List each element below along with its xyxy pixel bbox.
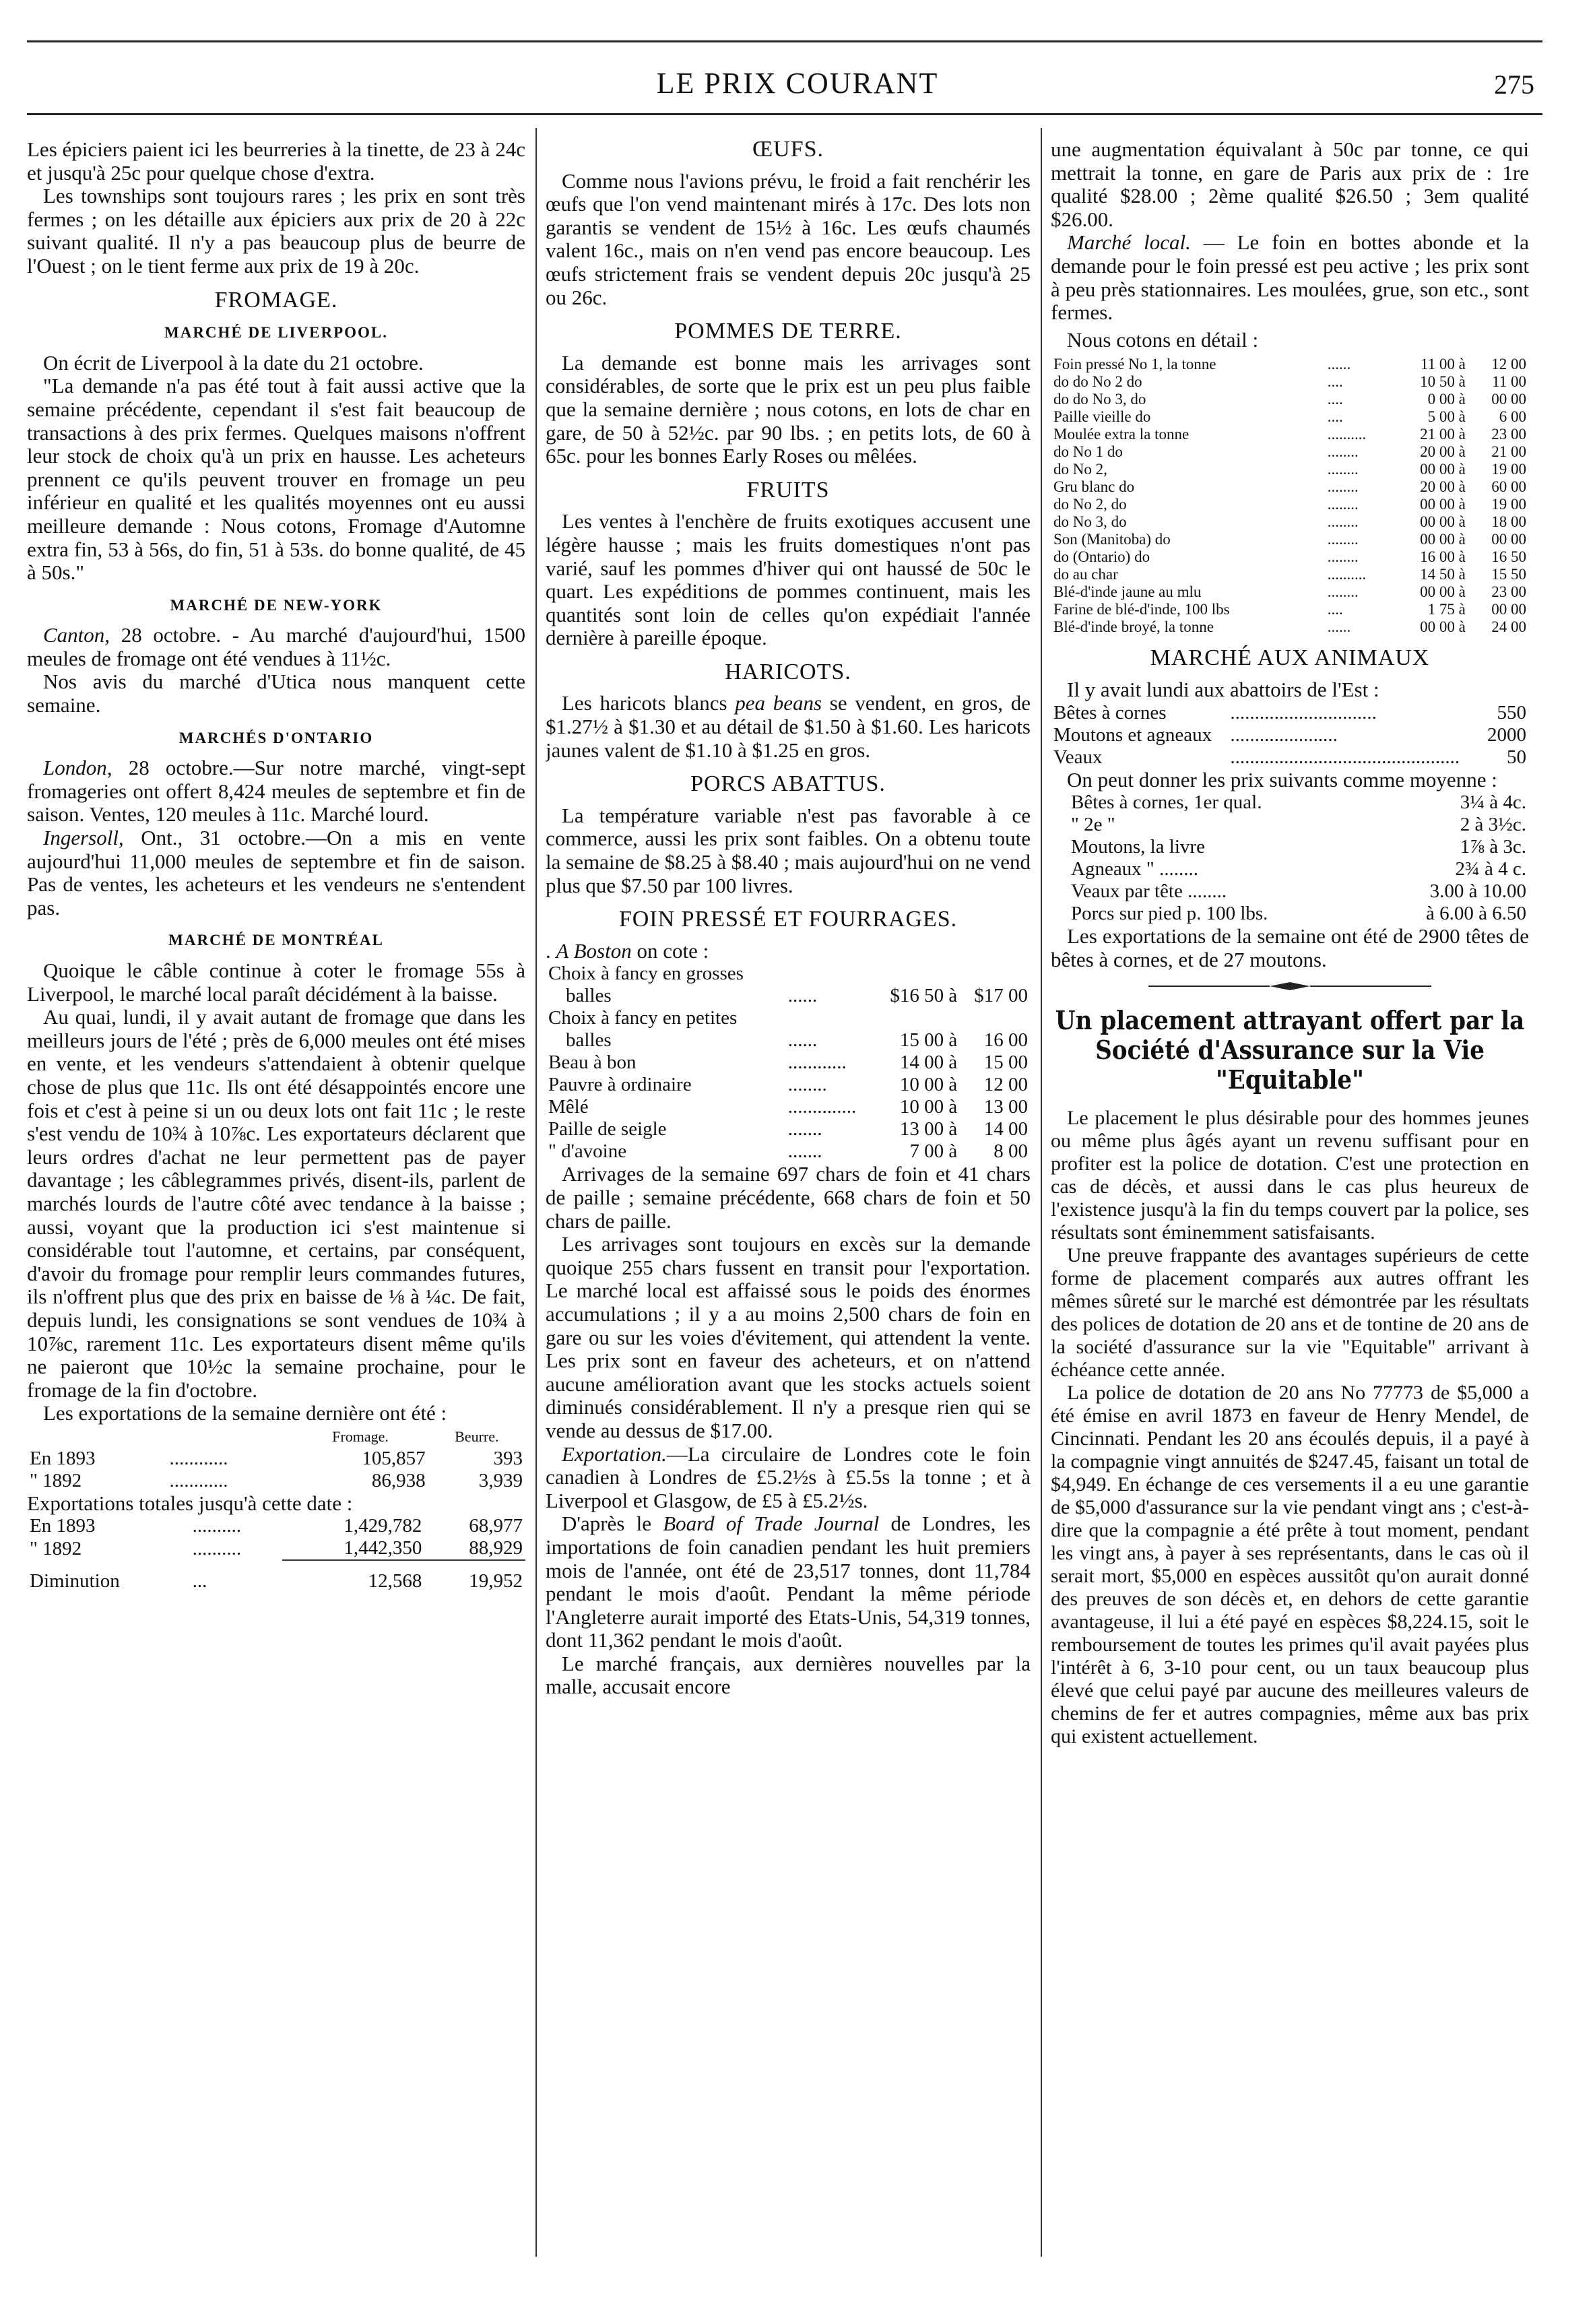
row-label: Diminution <box>30 1570 120 1592</box>
row-leader: ............ <box>787 1052 847 1074</box>
paris-paragraph: une augmentation équivalant à 50c par tonne, ce qui mettrait la tonne, en gare de Paris aux prix de : 1re qualité $28.00 ; 2ème qualité $26.50 ; 3em qualité $26.00. <box>1051 138 1529 231</box>
row-leader: .......... <box>192 1515 242 1537</box>
row-leader: ...... <box>1327 356 1351 373</box>
column-divider-2 <box>1041 128 1042 2257</box>
row-beurre: 88,929 <box>469 1537 523 1559</box>
row-high: 6 00 <box>1499 408 1526 426</box>
row-label: Mêlé <box>548 1096 589 1118</box>
table-row <box>1051 583 1529 601</box>
newyork-place: Canton, <box>43 623 110 647</box>
pommes-heading: POMMES DE TERRE. <box>674 319 902 344</box>
board-pre: D'après le <box>562 1512 651 1536</box>
row-low: 00 00 à <box>1420 583 1466 601</box>
porcs-heading: PORCS ABATTUS. <box>690 771 886 797</box>
table-row <box>1051 702 1529 724</box>
table-row <box>546 1052 1031 1074</box>
column-1 <box>27 138 525 2253</box>
table-row <box>1051 836 1529 858</box>
table-row <box>1051 531 1529 548</box>
montreal-heading: MARCHÉ DE MONTRÉAL <box>168 932 384 949</box>
table-row <box>1051 496 1529 513</box>
porcs-paragraph: La température variable n'est pas favorable à ce commerce, aussi les prix sont faibles. On a obtenu toute la semaine de $8.25 à $8.40 ; mais aujourd'hui on ne vend plus que $7.50 par 100 livres. <box>546 803 1031 897</box>
row-label: balles <box>566 1029 612 1052</box>
francais-paragraph: Le marché français, aux dernières nouvelles par la malle, accusait encore <box>546 1651 1031 1699</box>
arrivages-paragraph-2: Les arrivages sont toujours en excès sur la demande quoique 255 chars fussent en transit pour l'exportation. Le marché local est affaissé sous le poids des énormes accumulations ; il y a au moins 2,500 chars de foin en gare ou sur les voies d'évitement, qui attendent la vente. Les prix sont en faveur des acheteurs, et on n'attend aucune amélioration avant que les stocks actuels soient diminués considérablement. Il n'y a presque rien qui se vende au dessus de $17.00. <box>546 1232 1031 1442</box>
masthead-title: LE PRIX COURANT <box>656 67 939 100</box>
row-low <box>873 1007 960 1029</box>
row-leader: ........ <box>1327 478 1359 496</box>
row-label: En 1893 <box>30 1515 96 1537</box>
fruits-heading: FRUITS <box>746 477 830 503</box>
oeufs-paragraph: Comme nous l'avions prévu, le froid a fait renchérir les œufs que l'on vend maintenant mirés à 17c. Des lots non garantis se vendent de 15½ à 16c. Les œufs chaumés valent 16c., mais on n'en vend pas encore beaucoup. Les œufs strictement frais se vendent depuis 20c jusqu'à 25 ou 26c. <box>546 168 1031 309</box>
london-place: London, <box>43 756 112 780</box>
row-low: 16 00 à <box>1420 548 1466 566</box>
row-low: 5 00 à <box>1427 408 1466 426</box>
butter-paragraph: Les épiciers paient ici les beurreries à la tinette, de 23 à 24c et jusqu'à 25c pour quelque chose d'extra. <box>27 138 525 185</box>
newyork-text: 28 octobre. - Au marché d'aujourd'hui, 1500 meules de fromage ont été vendues à 11½c. <box>27 623 525 670</box>
row-leader <box>785 963 874 985</box>
row-leader: .......... <box>1327 426 1367 443</box>
row-high: 00 00 <box>1491 531 1526 548</box>
detail-prices-table <box>1051 356 1529 636</box>
row-high: 24 00 <box>1491 618 1526 636</box>
row-low: 10 00 à <box>899 1096 958 1118</box>
table-row <box>546 963 1031 985</box>
row-high: 13 00 <box>983 1096 1028 1118</box>
row-label: Moulée extra la tonne <box>1053 426 1190 443</box>
row-label: do No 3, do <box>1053 513 1127 531</box>
row-leader: ...... <box>1327 618 1351 636</box>
pommes-paragraph: La demande est bonne mais les arrivages sont considérables, de sorte que le prix est un peu plus faible que la semaine dernière ; nous cotons, en lots de char en gare, de 50 à 52½c. par 90 lbs. ; en petits lots, de 60 à 65c. pour les bonnes Early Roses ou mêlées. <box>546 350 1031 468</box>
exportation-text: —La circulaire de Londres cote le foin canadien à Londres de £5.2½s à £5.5s la tonne ; et à Liverpool et Glasgow, de £5 à £5.2½s. <box>546 1442 1031 1512</box>
fromage-heading: FROMAGE. <box>214 287 338 313</box>
utica-paragraph: Nos avis du marché d'Utica nous manquent cette semaine. <box>27 670 525 717</box>
table-row <box>1051 880 1529 903</box>
ingersoll-place: Ingersoll, <box>43 826 124 850</box>
placement-paragraph-1: Le placement le plus désirable pour des hommes jeunes ou même plus âgés ayant un revenu suffisant pour en profiter est la police de dotation. C'est une protection en cas de décès, et aussi dans le cas plus heureux de l'existence jusqu'à la fin du temps couvert par la police, ses résultats sont éminemment satisfaisants. <box>1051 1106 1529 1244</box>
abattoirs-table <box>1051 702 1529 769</box>
row-label: do do No 2 do <box>1053 373 1142 391</box>
boston-rest: on cote : <box>637 938 709 963</box>
row-high: $17 00 <box>974 985 1028 1007</box>
row-high <box>960 963 1031 985</box>
row-label: Moutons, la livre <box>1071 836 1205 858</box>
placement-paragraph-3: La police de dotation de 20 ans No 77773 de $5,000 a été émise en avril 1873 en faveur de Henry Mendel, de Cincinnati. Pendant les 20 ans écoulés depuis, il a payé à la compagnie vingt annuités de $247.45, faisant un total de $4,949. En échange de ces versements il a eu une garantie de $5,000 d'assurance sur la vie pendant vingt ans ; c'est-à-dire que la compagnie a été prête à tout moment, pendant les vingt ans, à payer à ses représentants, dans le cas où il serait mort, $5,000 en espèces aussitôt qu'on aurait donné des preuves de son décès et, en dehors de cette garantie avantageuse, il lui a été payé en espèces $8,224.15, soit le remboursement de toutes les primes qu'il avait payées plus l'intérêt à 6, 3-10 pour cent, ou un taux beaucoup plus élevé que celui payé par aucune des meilleures valeurs de chemins de fer et autres compagnies, même aux bas prix qui existent actuellement. <box>1051 1381 1529 1747</box>
row-high: 14 00 <box>983 1118 1028 1140</box>
page-number: 275 <box>1494 69 1534 100</box>
row-label: Beau à bon <box>548 1052 637 1074</box>
row-label: Paille vieille do <box>1053 408 1151 426</box>
table-row <box>546 1140 1031 1163</box>
table-row <box>1051 443 1529 461</box>
row-leader: .... <box>1327 601 1343 618</box>
table-row <box>1051 618 1529 636</box>
table-row <box>1051 513 1529 531</box>
board-post: de Londres, les importations de foin canadien pendant les huit premiers mois de l'année, ont été de 23,517 tonnes, dont 11,784 pendant le mois d'août. Pendant la même période l'Angleterre aurait importé des Etats-Unis, 54,319 tonnes, dont 11,362 pendant le mois d'août. <box>546 1512 1031 1652</box>
haricots-heading: HARICOTS. <box>725 659 851 684</box>
ingersoll-paragraph <box>27 827 525 919</box>
table-row <box>1051 478 1529 496</box>
exportation-label: Exportation. <box>562 1442 667 1466</box>
row-high: 19 00 <box>1491 461 1526 478</box>
row-low: 14 00 à <box>899 1052 958 1074</box>
row-label: Agneaux " ........ <box>1071 858 1199 880</box>
table-row <box>1051 548 1529 566</box>
row-high: 15 50 <box>1491 566 1526 583</box>
row-high: 19 00 <box>1491 496 1526 513</box>
row-low: 00 00 à <box>1420 618 1466 636</box>
table-row <box>1051 373 1529 391</box>
row-low: $16 50 à <box>890 985 958 1007</box>
row-leader: .............................. <box>1230 701 1377 723</box>
row-low: 0 00 à <box>1427 391 1466 408</box>
boston-place: A Boston <box>556 938 632 963</box>
exportations-paragraph: Les exportations de la semaine ont été de 2900 têtes de bêtes à cornes, et de 27 moutons. <box>1051 924 1529 971</box>
row-high: 23 00 <box>1491 583 1526 601</box>
row-low: 20 00 à <box>1420 478 1466 496</box>
foin-prices-table <box>546 963 1031 1163</box>
row-leader: ........ <box>1327 443 1359 461</box>
row-label: do (Ontario) do <box>1053 548 1150 566</box>
row-low: 11 00 à <box>1420 356 1466 373</box>
row-label: do au char <box>1053 566 1118 583</box>
table-row <box>1051 724 1529 746</box>
row-fromage: 86,938 <box>371 1469 426 1491</box>
row-value: à 6.00 à 6.50 <box>1426 903 1526 925</box>
average-prices-table <box>1051 792 1529 925</box>
haricots-italic: pea beans <box>735 691 822 715</box>
table-row <box>27 1537 525 1560</box>
table-row <box>27 1515 525 1537</box>
liverpool-heading: MARCHÉ DE LIVERPOOL. <box>164 324 388 342</box>
column-header-beurre: Beurre. <box>455 1427 499 1445</box>
row-label: Pauvre à ordinaire <box>548 1074 692 1096</box>
table-row <box>1051 461 1529 478</box>
board-paragraph <box>546 1512 1031 1652</box>
header-rule <box>27 113 1542 115</box>
cotons-line: Nous cotons en détail : <box>1067 327 1259 352</box>
arrivages-paragraph-1: Arrivages de la semaine 697 chars de foin et 41 chars de paille ; semaine précédente, 668 chars de foin et 50 chars de paille. <box>546 1162 1031 1233</box>
column-divider-1 <box>535 128 537 2257</box>
row-low: 00 00 à <box>1420 496 1466 513</box>
montreal-paragraph-2: Au quai, lundi, il y avait autant de fromage que dans les meilleurs jours de l'été ; près de 6,000 meules ont été mises en vente, et les vendeurs s'attendaient à obtenir quelque chose de plus que 11c. Ils ont été désappointés encore une fois et c'est à peine si un ou deux lots ont fait 11c ; le reste s'est vendu de 10¾ à 10⅞c. Les exportateurs déclarent que leurs ordres d'achat ne leur permettent pas de payer davantage ; les câblegrammes privés, disent-ils, parlent de marchés lourds de l'autre côté avec tendance à la baisse ; aussi, voyant que la production ici s'est maintenue si considérable tout l'automne, et certains, par conséquent, d'avoir du fromage pour remplir leurs commandes futures, ils n'offrent plus que des prix en baisse de ⅛ à ¼c. De fait, depuis lundi, les consignations se sont vendues de 10¾ à 10⅞c, rarement 11c. Les exportateurs disent même qu'ils ne paieront que 10½c la semaine prochaine, pour le fromage de la fin d'octobre. <box>27 1005 525 1402</box>
row-label: Bêtes à cornes <box>1053 701 1167 723</box>
row-low: 00 00 à <box>1420 513 1466 531</box>
local-paragraph <box>1051 231 1529 324</box>
row-leader: .... <box>1327 391 1343 408</box>
row-low: 14 50 à <box>1420 566 1466 583</box>
table-row <box>1051 858 1529 880</box>
row-leader: ....... <box>787 1118 822 1140</box>
table-row <box>27 1470 525 1492</box>
row-label: " 1892 <box>30 1537 82 1559</box>
row-beurre: 19,952 <box>424 1560 525 1592</box>
table-row <box>1051 746 1529 769</box>
foin-heading: FOIN PRESSÉ ET FOURRAGES. <box>618 907 958 932</box>
row-leader: ............ <box>169 1469 228 1491</box>
row-leader: ....... <box>787 1140 822 1163</box>
total-exports-table <box>27 1515 525 1592</box>
row-label: Bêtes à cornes, 1er qual. <box>1071 792 1262 814</box>
row-leader: ............ <box>169 1447 228 1469</box>
haricots-post: se vendent, en gros, de $1.27½ à $1.30 et au détail de $1.50 à $1.60. Les haricots jaunes valent de $1.10 à $1.25 en gros. <box>546 691 1031 762</box>
row-low: 21 00 à <box>1420 426 1466 443</box>
row-low: 00 00 à <box>1420 461 1466 478</box>
row-low: 15 00 à <box>899 1029 958 1052</box>
table-row <box>546 1118 1031 1140</box>
row-high: 12 00 <box>983 1074 1028 1096</box>
row-leader: ........ <box>1327 496 1359 513</box>
row-high: 18 00 <box>1491 513 1526 531</box>
column-2 <box>546 138 1031 2253</box>
section-ornament <box>1051 975 1529 999</box>
row-value: 3¼ à 4c. <box>1460 792 1526 814</box>
row-leader: ........ <box>787 1074 827 1096</box>
row-leader: .......... <box>192 1537 242 1559</box>
fruits-paragraph: Les ventes à l'enchère de fruits exotiques accusent une légère hausse ; mais les fruits domestiques n'ont pas varié, sauf les pommes d'hiver qui ont haussé de 50c le quart. Les expéditions de pommes continuent, mais les quantités sont loin de celles qu'on expédiait l'année dernière à pareille époque. <box>546 509 1031 650</box>
local-text: — Le foin en bottes abonde et la demande pour le foin pressé est peu active ; les prix sont à peu près stationnaires. Les moulées, grue, son etc., sont fermes. <box>1051 230 1529 325</box>
row-fromage: 1,442,350 <box>344 1537 422 1559</box>
ontario-heading: MARCHÉS D'ONTARIO <box>178 729 374 746</box>
column-header-fromage: Fromage. <box>332 1427 389 1445</box>
weekly-exports-table <box>27 1425 525 1492</box>
row-value: 2 à 3½c. <box>1460 814 1526 836</box>
row-label: En 1893 <box>30 1447 96 1469</box>
table-row <box>1051 566 1529 583</box>
row-value: 550 <box>1497 701 1526 723</box>
diminution-row <box>27 1560 525 1592</box>
row-fromage: 12,568 <box>282 1560 424 1592</box>
row-label: Moutons et agneaux <box>1053 723 1212 746</box>
row-high: 16 50 <box>1491 548 1526 566</box>
row-high: 23 00 <box>1491 426 1526 443</box>
column-3 <box>1051 138 1529 2253</box>
haricots-pre: Les haricots blancs <box>562 691 727 715</box>
boston-line: . A Boston on cote : <box>546 938 709 963</box>
exportation-paragraph <box>546 1443 1031 1513</box>
moyenne-paragraph: On peut donner les prix suivants comme moyenne : <box>1067 767 1497 792</box>
row-label: Porcs sur pied p. 100 lbs. <box>1071 903 1268 925</box>
top-rule <box>27 40 1542 42</box>
table-row <box>1051 792 1529 814</box>
placement-title: Un placement attrayant offert par la Société d'Assurance sur la Vie "Equitable" <box>1055 1004 1525 1095</box>
row-leader: ... <box>192 1570 207 1592</box>
animaux-heading: MARCHÉ AUX ANIMAUX <box>1150 645 1430 671</box>
row-high: 21 00 <box>1491 443 1526 461</box>
divider-ornament-icon <box>1148 979 1431 993</box>
row-label: Gru blanc do <box>1053 478 1135 496</box>
row-leader: ........ <box>1327 583 1359 601</box>
row-label: balles <box>566 985 612 1007</box>
row-value: 1⅞ à 3c. <box>1460 836 1526 858</box>
row-label: Son (Manitoba) do <box>1053 531 1171 548</box>
table-row <box>546 1007 1031 1029</box>
table-row <box>27 1448 525 1470</box>
table-row <box>546 985 1031 1007</box>
row-leader: ...................... <box>1230 723 1338 746</box>
montreal-paragraph-1: Quoique le câble continue à coter le fromage 55s à Liverpool, le marché local paraît décidément à la baisse. <box>27 959 525 1006</box>
london-paragraph <box>27 756 525 827</box>
liverpool-paragraph: On écrit de Liverpool à la date du 21 octobre. <box>43 350 424 375</box>
montreal-paragraph-3: Les exportations de la semaine dernière ont été : <box>43 1401 447 1425</box>
newyork-paragraph <box>27 624 525 670</box>
haricots-paragraph <box>546 692 1031 762</box>
row-high <box>960 1007 1031 1029</box>
row-fromage: 105,857 <box>362 1447 426 1469</box>
row-high: 8 00 <box>994 1140 1028 1163</box>
row-label: Choix à fancy en petites <box>548 1007 738 1029</box>
row-value: 2000 <box>1487 723 1526 746</box>
row-leader: .... <box>1327 408 1343 426</box>
row-beurre: 3,939 <box>478 1469 523 1491</box>
london-text: 28 octobre.—Sur notre marché, vingt-sept fromageries ont offert 8,424 meules de septembre et fin de saison. Ventes, 120 meules à 11c. Marché lourd. <box>27 756 525 827</box>
row-label: Farine de blé-d'inde, 100 lbs <box>1053 601 1230 618</box>
row-low <box>873 963 960 985</box>
animaux-intro: Il y avait lundi aux abattoirs de l'Est : <box>1067 677 1379 701</box>
placement-paragraph-2: Une preuve frappante des avantages supérieurs de cette forme de placement comparés aux autres offrant les mêmes sûreté sur le marché est démontrée par les résultats des polices de dotation de 20 ans et de tontine de 20 ans de la société d'assurance sur la vie "Equitable" arrivant à échéance cette année. <box>1051 1244 1529 1381</box>
row-label: Blé-d'inde broyé, la tonne <box>1053 618 1214 636</box>
row-fromage: 1,429,782 <box>344 1515 422 1537</box>
liverpool-quote: "La demande n'a pas été tout à fait aussi active que la semaine précédente, cependant il s'est fait beaucoup de transactions à des prix fermes. Quelques maisons n'offrent leur stock de choix qu'à un prix en hausse. Les acheteurs prennent ce qu'ils peuvent trouver en fromage un peu inférieur en qualité et les qualités moyennes ont eu aussi meilleure demande : Nous cotons, Fromage d'Automne extra fin, 53 à 56s, do fin, 51 à 53s. do bonne qualité, de 45 à 50s." <box>27 374 525 585</box>
row-label: Veaux <box>1053 746 1103 768</box>
row-leader: .......... <box>1327 566 1367 583</box>
row-label: do No 1 do <box>1053 443 1123 461</box>
table-row <box>1051 426 1529 443</box>
row-label: Veaux par tête ........ <box>1071 880 1227 903</box>
row-leader: ...... <box>787 1029 818 1052</box>
row-value: 50 <box>1507 746 1526 768</box>
row-label: Blé-d'inde jaune au mlu <box>1053 583 1202 601</box>
table-row <box>1051 903 1529 925</box>
row-high: 12 00 <box>1491 356 1526 373</box>
oeufs-heading: ŒUFS. <box>752 138 824 162</box>
newyork-heading: MARCHÉ DE NEW-YORK <box>170 596 383 614</box>
row-low: 20 00 à <box>1420 443 1466 461</box>
row-value: 3.00 à 10.00 <box>1429 880 1526 903</box>
row-label: do No 2, do <box>1053 496 1127 513</box>
local-label: Marché local. <box>1067 230 1191 255</box>
row-label: Choix à fancy en grosses <box>548 963 744 985</box>
row-low: 1 75 à <box>1427 601 1466 618</box>
row-low: 10 00 à <box>899 1074 958 1096</box>
table-row <box>1051 391 1529 408</box>
row-high: 16 00 <box>983 1029 1028 1052</box>
row-leader: .... <box>1327 373 1343 391</box>
row-leader: .............. <box>787 1096 857 1118</box>
table-row <box>1051 356 1529 373</box>
row-low: 00 00 à <box>1420 531 1466 548</box>
row-leader: ............................................... <box>1230 746 1460 768</box>
row-leader: ........ <box>1327 531 1359 548</box>
table-row <box>546 1074 1031 1096</box>
row-leader <box>785 1007 874 1029</box>
row-label: Paille de seigle <box>548 1118 667 1140</box>
row-leader: ........ <box>1327 461 1359 478</box>
table-row <box>546 1029 1031 1052</box>
ingersoll-text: Ont., 31 octobre.—On a mis en vente aujourd'hui 11,000 meules de septembre et fin de saison. Pas de ventes, les acheteurs et les vendeurs ne s'entendent pas. <box>27 826 525 919</box>
row-beurre: 393 <box>493 1447 523 1469</box>
row-label: " 1892 <box>30 1469 82 1491</box>
row-high: 15 00 <box>983 1052 1028 1074</box>
total-exports-heading: Exportations totales jusqu'à cette date : <box>27 1491 353 1515</box>
row-label: " d'avoine <box>548 1140 627 1163</box>
row-label: do do No 3, do <box>1053 391 1146 408</box>
table-row <box>1051 408 1529 426</box>
row-leader: ...... <box>787 985 818 1007</box>
row-high: 00 00 <box>1491 601 1526 618</box>
row-leader: ........ <box>1327 513 1359 531</box>
board-italic: Board of Trade Journal <box>663 1512 880 1536</box>
row-label: " 2e " <box>1071 814 1115 836</box>
row-high: 60 00 <box>1491 478 1526 496</box>
page-header <box>0 62 1595 109</box>
table-row <box>1051 814 1529 836</box>
row-value: 2¾ à 4 c. <box>1455 858 1526 880</box>
row-high: 11 00 <box>1492 373 1526 391</box>
row-label: do No 2, <box>1053 461 1107 478</box>
row-label: Foin pressé No 1, la tonne <box>1053 356 1216 373</box>
table-row <box>546 1096 1031 1118</box>
row-low: 7 00 à <box>909 1140 958 1163</box>
row-low: 13 00 à <box>899 1118 958 1140</box>
table-header-row <box>27 1425 525 1448</box>
table-row <box>1051 601 1529 618</box>
row-high: 00 00 <box>1491 391 1526 408</box>
townships-paragraph: Les townships sont toujours rares ; les prix en sont très fermes ; on les détaille aux épiciers aux prix de 20 à 22c suivant qualité. Il n'y a pas beaucoup plus de beurre de l'Ouest ; on le tient ferme aux prix de 19 à 20c. <box>27 184 525 278</box>
row-leader: ........ <box>1327 548 1359 566</box>
row-beurre: 68,977 <box>469 1515 523 1537</box>
row-low: 10 50 à <box>1420 373 1466 391</box>
